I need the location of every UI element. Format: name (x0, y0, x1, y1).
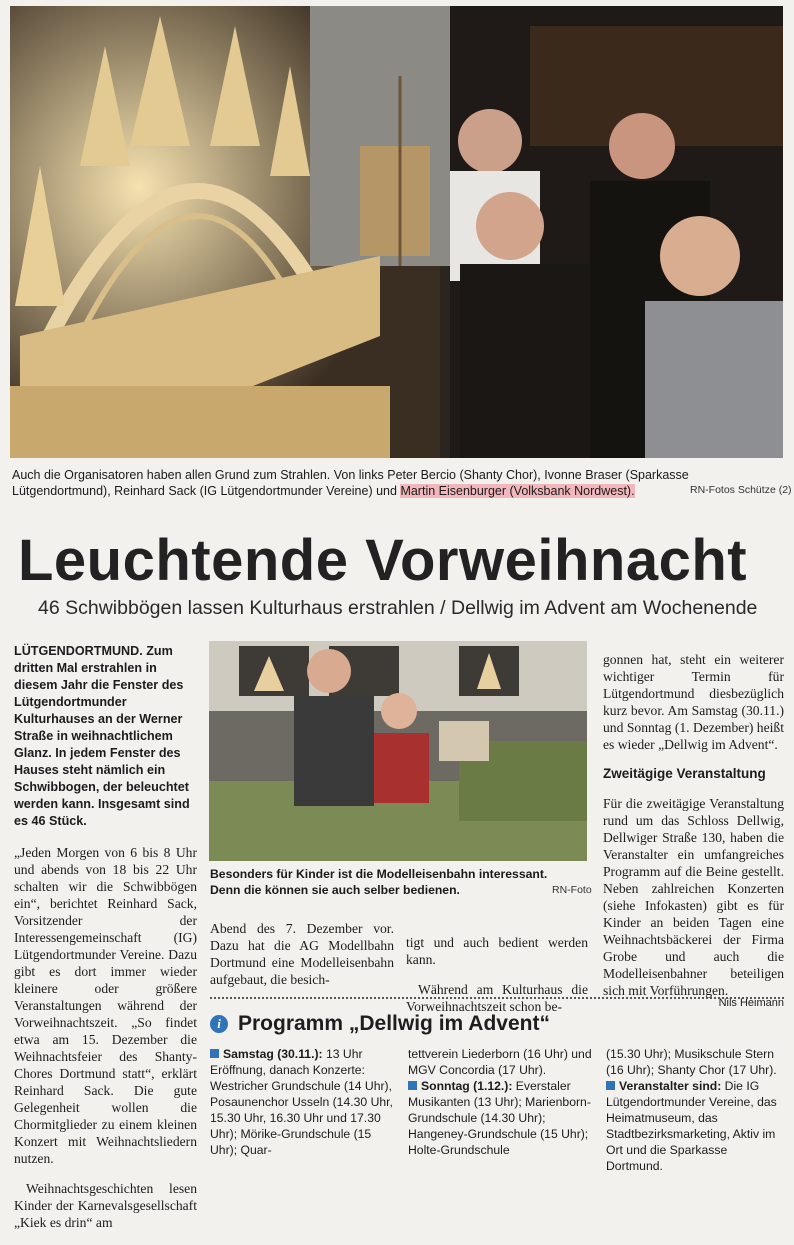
top-photo (10, 6, 783, 458)
program-header (210, 1012, 550, 1038)
middle-photo-caption: Besonders für Kinder ist die Modelleisenbahn interessant. Denn die können sie auch selber bedienen. (210, 867, 548, 897)
caption-text: Auch die Organisatoren haben allen Grund zum Strahlen. Von links Peter Bercio (Shanty Chor), Ivonne Braser (Sparkasse Lütgendortmund), Reinhard Sack (IG Lütgendortmunder Vereine) und (12, 468, 689, 498)
lead-paragraph: LÜTGENDORTMUND. Zum dritten Mal erstrahlen in diesem Jahr die Fenster des Lütgendortmunder Kulturhauses an der Werner Straße in weihnachtlichem Glanz. In jedem Fenster des Hauses steht nämlich ein Schwibbogen, der beleuchtet werden kann. Insgesamt sind es 46 Stück. (14, 644, 190, 828)
headline: Leuchtende Vorweihnacht (18, 528, 748, 593)
body-paragraph: Weihnachtsgeschichten lesen Kinder der Karnevalsgesellschaft „Kiek es drin“ am (14, 1181, 197, 1231)
organizer-label: Veranstalter sind: (619, 1079, 722, 1093)
caption-highlight: Martin Eisenburger (Volksbank Nordwest). (400, 484, 635, 498)
middle-photo-illustration (209, 641, 587, 861)
program-divider (210, 997, 784, 999)
top-photo-credit: RN-Fotos Schütze (2) (690, 484, 792, 496)
column-2: Abend des 7. Dezember vor. Dazu hat die AG Modellbahn Dortmund eine Modelleisenbahn aufgebaut, die besich- (210, 921, 394, 987)
middle-photo-credit: RN-Foto (552, 884, 592, 896)
saturday-label: Samstag (30.11.): (223, 1047, 323, 1061)
program-box (210, 1006, 784, 1173)
saturday-text: 13 Uhr Eröffnung, danach Konzerte: Westricher Grundschule (14 Uhr), Posaunenchor Usseln (14.30 Uhr, 15.30 Uhr, 16.30 Uhr und 17.30 Uhr); Mörike-Grundschule (15 Uhr); Quar- (210, 1047, 393, 1157)
body-paragraph: Während am Kulturhaus die Vorweihnachtszeit schon be- (406, 982, 588, 1015)
program-column-3 (606, 1046, 784, 1174)
program-column-1 (210, 1046, 395, 1158)
organizer-text: Die IG Lütgendortmunder Vereine, das Heimatmuseum, das Stadtbezirksmarketing, Aktiv im Ort und die Sparkasse Dortmund. (606, 1079, 777, 1173)
body-paragraph: Für die zweitägige Veranstaltung rund um das Schloss Dellwig, Dellwiger Straße 130, haben die Veranstalter ein umfangreiches Programm auf die Beine gestellt. Neben zahlreichen Konzerten (siehe Infokasten) gibt es für Kinder an beiden Tagen eine Weihnachtsbäckerei der Firma Grobe und auch die Modelleisenbahner beteiligen sich mit Vorführungen. (603, 795, 784, 998)
middle-photo (209, 641, 587, 861)
bullet-icon (210, 1049, 219, 1058)
body-paragraph: tigt und auch bedient werden kann. (406, 934, 588, 967)
subheadline: 46 Schwibbögen lassen Kulturhaus erstrahlen / Dellwig im Advent am Wochenende (38, 597, 758, 619)
bullet-icon (606, 1081, 615, 1090)
sunday-text: Everstaler Musikanten (13 Uhr); Marienborn-Grundschule (14.30 Uhr); Hangeney-Grundschule (15 Uhr); Holte-Grundschule (408, 1079, 591, 1157)
top-photo-illustration (10, 6, 783, 458)
program-title: Programm „Dellwig im Advent“ (238, 1012, 550, 1035)
section-subhead: Zweitägige Veranstaltung (603, 766, 766, 782)
column-1 (14, 643, 197, 1245)
program-column-2 (408, 1046, 594, 1158)
info-icon: i (210, 1015, 228, 1033)
top-photo-caption (12, 467, 782, 499)
body-paragraph: „Jeden Morgen von 6 bis 8 Uhr und abends von 18 bis 22 Uhr schalten wir die Schwibbögen ein“, berichtet Reinhard Sack, Vorsitzender der Interessengemeinschaft (IG) Lütgendortmunder Vereine. Dazu gibt es dort immer wieder kleinere oder größere Veranstaltungen während der Vorweihnachtszeit. „So findet etwa am 15. Dezember die Weihnachtsfeier des Shanty-Chores Dortmund statt“, erklärt Reinhard Sack. Die gute Gelegenheit wollen die Chormitglieder zu einem kleinen Konzert mit Weihnachtsliedern nutzen. (14, 844, 197, 1166)
author: Nils Heimann (718, 997, 784, 1010)
program-continued: tettverein Liederborn (16 Uhr) und MGV Concordia (17 Uhr). (408, 1047, 592, 1077)
column-4 (603, 637, 784, 1009)
bullet-icon (408, 1081, 417, 1090)
body-paragraph: gonnen hat, steht ein weiterer wichtiger Termin für Lütgendortmund diesbezüglich kurz bevor. Am Samstag (30.11.) und Sonntag (1. Dezember) heißt es wieder „Dellwig im Advent“. (603, 651, 784, 752)
sunday-label: Sonntag (1.12.): (421, 1079, 513, 1093)
program-continued: (15.30 Uhr); Musikschule Stern (16 Uhr); Shanty Chor (17 Uhr). (606, 1047, 777, 1077)
